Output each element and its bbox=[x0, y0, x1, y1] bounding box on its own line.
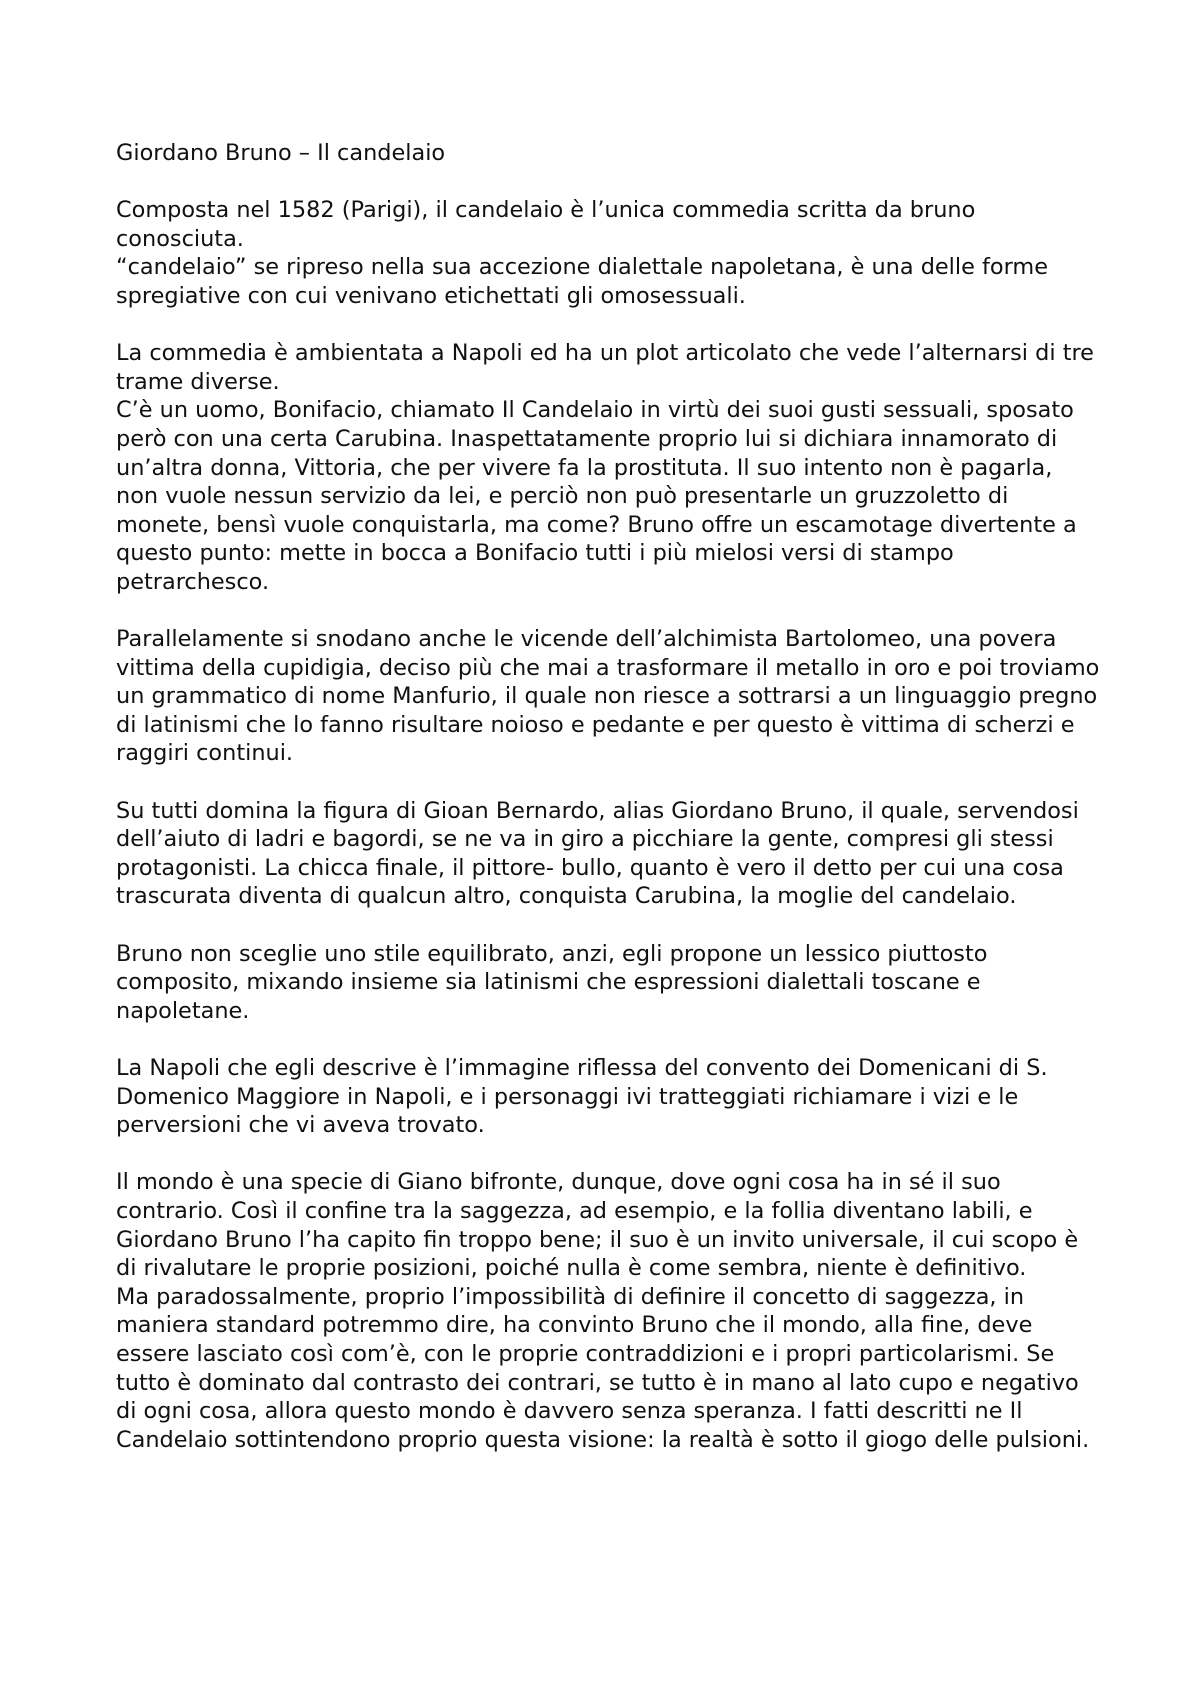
paragraph-gioan-bernardo: Su tutti domina la figura di Gioan Bernardo, alias Giordano Bruno, il quale, servendosi dell’aiuto di ladri e bagordi, se ne va in giro a picchiare la gente, compresi gli stessi protagonisti. La chicca finale, il pittore- bullo, quanto è vero il detto per cui una cosa trascurata diventa di qualcun altro, conquista Carubina, la moglie del candelaio. bbox=[116, 797, 1079, 910]
paragraph-giano-bifronte: Il mondo è una specie di Giano bifronte, dunque, dove ogni cosa ha in sé il suo contrario. Così il confine tra la saggezza, ad esempio, e la follia diventano labili, e Giordano Bruno l’ha capito fin troppo bene; il suo è un invito universale, il cui scopo è di rivalutare le proprie posizioni, poiché nulla è come sembra, niente è definitivo. bbox=[116, 1169, 1079, 1282]
paragraph-spacer bbox=[116, 311, 1101, 340]
paragraph-composition: Composta nel 1582 (Parigi), il candelaio è l’unica commedia scritta da bruno conosciuta. bbox=[116, 197, 976, 252]
paragraph-napoli: La Napoli che egli descrive è l’immagine riflessa del convento dei Domenicani di S. Domenico Maggiore in Napoli, e i personaggi ivi tratteggiati richiamare i vizi e le perversioni che vi aveva trovato. bbox=[116, 1055, 1048, 1139]
paragraph-setting: La commedia è ambientata a Napoli ed ha un plot articolato che vede l’alternarsi di tre trame diverse. bbox=[116, 340, 1094, 395]
paragraph-spacer bbox=[116, 1140, 1101, 1169]
paragraph-spacer bbox=[116, 911, 1101, 940]
paragraph-candelaio-meaning: “candelaio” se ripreso nella sua accezione dialettale napoletana, è una delle forme spregiative con cui venivano etichettati gli omosessuali. bbox=[116, 254, 1048, 309]
paragraph-spacer bbox=[116, 1025, 1101, 1054]
paragraph-conclusion: Ma paradossalmente, proprio l’impossibilità di definire il concetto di saggezza, in maniera standard potremmo dire, ha convinto Bruno che il mondo, alla fine, deve essere lasciato così com’è, con le proprie contraddizioni e i propri particolarismi. Se tutto è dominato dal contrasto dei contrari, se tutto è in mano al lato cupo e negativo di ogni cosa, allora questo mondo è davvero senza speranza. I fatti descritti ne Il Candelaio sottintendono proprio questa visione: la realtà è sotto il giogo delle pulsioni. bbox=[116, 1283, 1090, 1453]
document-title: Giordano Bruno – Il candelaio bbox=[116, 140, 446, 166]
document-body bbox=[116, 139, 1101, 1454]
paragraph-style: Bruno non sceglie uno stile equilibrato, anzi, egli propone un lessico piuttosto composito, mixando insieme sia latinismi che espressioni dialettali toscane e napoletane. bbox=[116, 940, 988, 1024]
paragraph-spacer bbox=[116, 768, 1101, 797]
paragraph-bonifacio: C’è un uomo, Bonifacio, chiamato Il Candelaio in virtù dei suoi gusti sessuali, sposato però con una certa Carubina. Inaspettatamente proprio lui si dichiara innamorato di un’altra donna, Vittoria, che per vivere fa la prostituta. Il suo intento non è pagarla, non vuole nessun servizio da lei, e perciò non può presentarle un gruzzoletto di monete, bensì vuole conquistarla, ma come? Bruno offre un escamotage divertente a questo punto: mette in bocca a Bonifacio tutti i più mielosi versi di stampo petrarchesco. bbox=[116, 397, 1077, 595]
paragraph-bartolomeo-manfurio: Parallelamente si snodano anche le vicende dell’alchimista Bartolomeo, una povera vittima della cupidigia, deciso più che mai a trasformare il metallo in oro e poi troviamo un grammatico di nome Manfurio, il quale non riesce a sottrarsi a un linguaggio pregno di latinismi che lo fanno risultare noioso e pedante e per questo è vittima di scherzi e raggiri continui. bbox=[116, 626, 1100, 767]
paragraph-spacer bbox=[116, 168, 1101, 197]
paragraph-spacer bbox=[116, 597, 1101, 626]
